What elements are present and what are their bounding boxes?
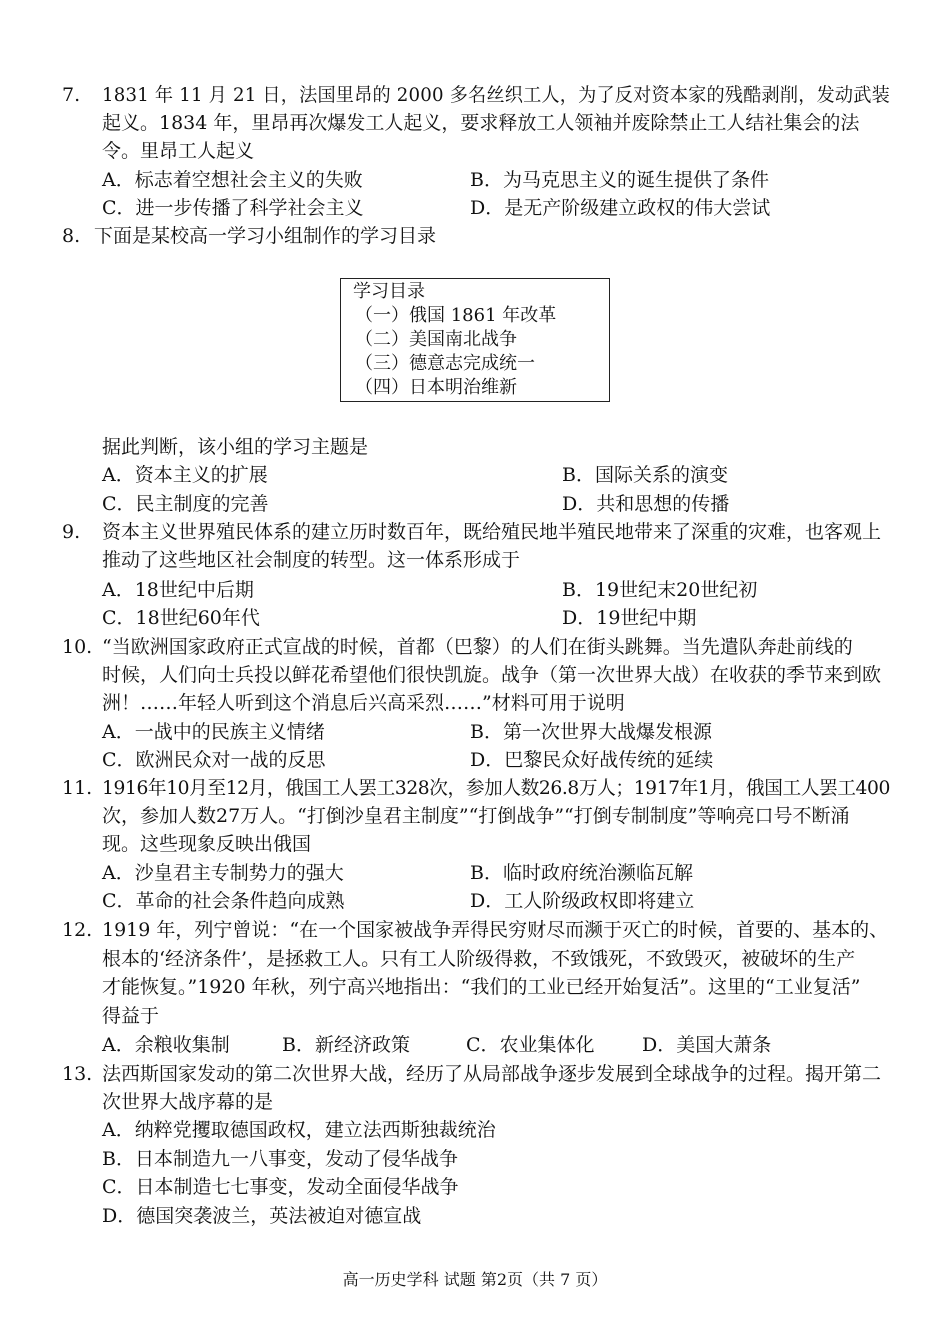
option-a: A．一战中的民族主义情绪 <box>102 721 325 743</box>
option-c: C．欧洲民众对一战的反思 <box>102 749 326 771</box>
question-stem-line: 根本的‘经济条件’，是拯救工人。只有工人阶级得救，不致饿死，不致毁灭，被破坏的生产 <box>102 948 856 970</box>
question-number: 7. <box>62 84 81 106</box>
option-b: B．新经济政策 <box>282 1034 410 1056</box>
page-footer: 高一历史学科 试题 第2页（共 7 页） <box>342 1270 608 1289</box>
option-a: A．18世纪中后期 <box>102 579 254 601</box>
question-number: 8. <box>62 225 81 247</box>
question-stem-line: 起义。1834 年，里昂再次爆发工人起义，要求释放工人领袖并废除禁止工人结社集会的法 <box>102 112 860 134</box>
question-stem-line: 现。这些现象反映出俄国 <box>102 833 312 855</box>
option-c: C．革命的社会条件趋向成熟 <box>102 890 345 912</box>
option-a: A．资本主义的扩展 <box>102 464 268 486</box>
option-b: B．为马克思主义的诞生提供了条件 <box>470 169 769 191</box>
question-stem-line: 得益于 <box>102 1005 160 1027</box>
question-stem-line: 据此判断，该小组的学习主题是 <box>102 436 369 458</box>
question-stem-line: 资本主义世界殖民体系的建立历时数百年，既给殖民地半殖民地带来了深重的灾难，也客观上 <box>102 521 882 543</box>
question-stem-line: “当欧洲国家政府正式宣战的时候，首都（巴黎）的人们在街头跳舞。当先遣队奔赴前线的 <box>102 636 853 658</box>
option-b: B．临时政府统治濒临瓦解 <box>470 862 693 884</box>
option-a: A．纳粹党攫取德国政权，建立法西斯独裁统治 <box>102 1119 496 1141</box>
question-number: 13. <box>62 1063 93 1085</box>
option-d: D．是无产阶级建立政权的伟大尝试 <box>470 197 771 219</box>
catalog-item: （二）美国南北战争 <box>355 329 517 350</box>
option-c: C．18世纪60年代 <box>102 607 260 629</box>
question-stem-line: 次，参加人数27万人。“打倒沙皇君主制度”“打倒战争”“打倒专制制度”等响亮口号不断涌 <box>102 805 850 827</box>
catalog-item: （四）日本明治维新 <box>355 377 517 398</box>
option-b: B．第一次世界大战爆发根源 <box>470 721 712 743</box>
option-a: A．余粮收集制 <box>102 1034 230 1056</box>
question-number: 9. <box>62 521 81 543</box>
question-stem-line: 1919 年，列宁曾说：“在一个国家被战争弄得民穷财尽而濒于灭亡的时候，首要的、基本的、 <box>102 919 889 941</box>
option-d: D．美国大萧条 <box>642 1034 772 1056</box>
option-d: D．共和思想的传播 <box>562 493 730 515</box>
question-stem-line: 次世界大战序幕的是 <box>102 1091 274 1113</box>
question-stem-line: 推动了这些地区社会制度的转型。这一体系形成于 <box>102 549 521 571</box>
question-stem-line: 1831 年 11 月 21 日，法国里昂的 2000 多名丝织工人，为了反对资本家的残酷剥削，发动武装 <box>102 84 890 106</box>
question-number: 10. <box>62 636 93 658</box>
question-number: 11. <box>62 777 93 799</box>
question-number: 12. <box>62 919 93 941</box>
question-stem-line: 令。里昂工人起义 <box>102 140 255 162</box>
option-c: C．日本制造七七事变，发动全面侵华战争 <box>102 1176 459 1198</box>
question-stem-line: 下面是某校高一学习小组制作的学习目录 <box>94 225 437 247</box>
study-catalog-box <box>340 278 610 402</box>
option-d: D．德国突袭波兰，英法被迫对德宣战 <box>102 1205 422 1227</box>
option-b: B．日本制造九一八事变，发动了侵华战争 <box>102 1148 458 1170</box>
catalog-title: 学习目录 <box>353 281 425 302</box>
question-stem-line: 法西斯国家发动的第二次世界大战，经历了从局部战争逐步发展到全球战争的过程。揭开第二 <box>102 1063 882 1085</box>
option-c: C．农业集体化 <box>466 1034 595 1056</box>
option-d: D．工人阶级政权即将建立 <box>470 890 695 912</box>
option-b: B．国际关系的演变 <box>562 464 728 486</box>
option-d: D．巴黎民众好战传统的延续 <box>470 749 714 771</box>
option-c: C．进一步传播了科学社会主义 <box>102 197 364 219</box>
question-stem-line: 才能恢复。”1920 年秋，列宁高兴地指出：“我们的工业已经开始复活”。这里的“工业复活” <box>102 976 861 998</box>
option-b: B．19世纪末20世纪初 <box>562 579 758 601</box>
option-a: A．沙皇君主专制势力的强大 <box>102 862 344 884</box>
catalog-item: （三）德意志完成统一 <box>355 353 535 374</box>
question-stem-line: 时候，人们向士兵投以鲜花希望他们很快凯旋。战争（第一次世界大战）在收获的季节来到欧 <box>102 664 882 686</box>
option-a: A．标志着空想社会主义的失败 <box>102 169 363 191</box>
option-c: C．民主制度的完善 <box>102 493 269 515</box>
question-stem-line: 1916年10月至12月，俄国工人罢工328次，参加人数26.8万人；1917年1月，俄国工人罢工400 <box>102 777 890 799</box>
option-d: D．19世纪中期 <box>562 607 697 629</box>
question-stem-line: 洲！……年轻人听到这个消息后兴高采烈……”材料可用于说明 <box>102 692 625 714</box>
catalog-item: （一）俄国 1861 年改革 <box>355 305 557 326</box>
